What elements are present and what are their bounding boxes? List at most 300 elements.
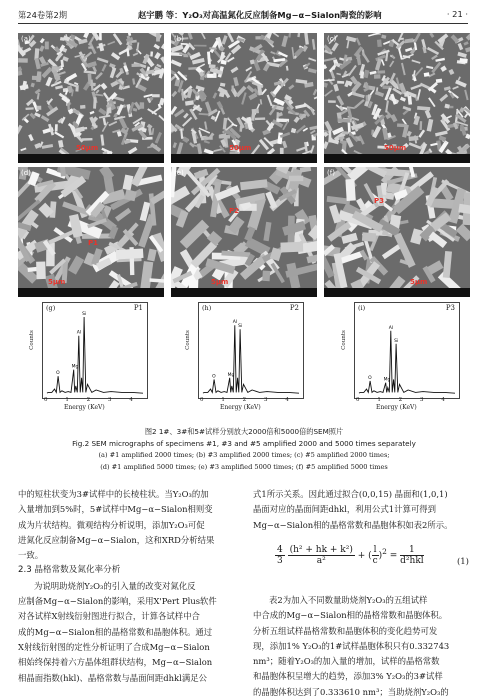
grain (348, 65, 357, 76)
grain (147, 249, 157, 262)
grain (128, 33, 132, 36)
grain (42, 144, 53, 149)
x-tick-label: 4 (129, 397, 133, 403)
grain (430, 143, 438, 147)
grain (133, 108, 138, 112)
grain (87, 61, 97, 68)
grain (155, 132, 162, 144)
x-tick-label: 0 (200, 397, 204, 403)
grain (220, 83, 226, 87)
grain (304, 33, 309, 45)
grain (288, 33, 291, 38)
x-tick-label: 3 (420, 397, 424, 403)
peak-label: Mg (227, 372, 235, 378)
grain (185, 100, 194, 105)
grain (115, 71, 122, 78)
grain (310, 145, 314, 153)
peak-label: Si (394, 338, 399, 344)
sem-panel-a (18, 33, 164, 163)
grain (152, 128, 155, 135)
peak-label: Al (76, 330, 82, 336)
grain (308, 68, 317, 74)
grain (54, 131, 64, 138)
grain (435, 58, 445, 62)
text-line: 相晶面指数(hkl)、晶格常数与晶面间距dhkl满足公 (18, 672, 207, 683)
grain (110, 67, 117, 78)
grain (426, 66, 433, 70)
sem-panel-b (171, 33, 317, 163)
grain (161, 44, 164, 50)
grain (136, 72, 141, 76)
grain (377, 70, 385, 73)
grain (34, 143, 41, 149)
grain (36, 262, 46, 280)
grain (292, 47, 295, 59)
grain (401, 63, 406, 76)
grain (429, 33, 434, 38)
grain (431, 55, 438, 61)
grain (296, 147, 306, 152)
grain (192, 58, 205, 65)
panel-label: (b) (174, 35, 184, 43)
grain (222, 35, 228, 45)
text-line: 相始终保持着六方晶体组群状结构，Mg−α−Sialon (18, 657, 213, 668)
grain (408, 96, 413, 105)
scale-bar-label: 50μm (229, 144, 252, 152)
grain (255, 117, 265, 120)
text-line: Mg−α−Sialon相的晶格常数和晶胞体积如表2所示。 (253, 519, 453, 530)
grain (342, 131, 348, 135)
grain (148, 128, 152, 135)
grain (240, 179, 268, 190)
grain (181, 43, 187, 45)
grain (193, 104, 203, 112)
peak-label: O (368, 376, 372, 382)
grain (313, 89, 317, 96)
grain (414, 67, 423, 77)
grain (405, 38, 414, 43)
grain (443, 251, 452, 278)
info-bar (18, 154, 164, 163)
peak-label: Si (82, 312, 87, 318)
grain (182, 117, 192, 127)
grain (204, 121, 207, 129)
grain (113, 33, 123, 45)
info-bar (171, 288, 317, 297)
grain (137, 84, 147, 92)
grain (156, 33, 160, 42)
grain (39, 45, 45, 52)
grain (83, 33, 89, 38)
grain (26, 107, 34, 110)
grain (398, 48, 403, 60)
grain (95, 72, 103, 80)
text-line: 表2为加入不同数量助烧剂Y₂O₃的五组试样 (269, 595, 428, 605)
grain (248, 93, 257, 101)
grain (324, 82, 328, 88)
grain (265, 191, 277, 209)
grain (199, 113, 209, 116)
grain (102, 64, 107, 72)
text-line: 成为片状结构。微观结构分析说明，添加Y₂O₃可促 (18, 519, 205, 530)
grain (465, 46, 470, 53)
page-number: · 21 · (446, 9, 468, 19)
panel-label: (h) (202, 304, 212, 312)
equation-number: (1) (456, 557, 469, 567)
scale-bar-label: 5μm (48, 278, 66, 286)
grain (171, 59, 182, 67)
grain (115, 208, 131, 222)
grain (97, 57, 109, 63)
left-text-column (18, 487, 236, 686)
chart-title: P1 (133, 304, 143, 312)
grain (466, 33, 470, 41)
analysis-point-marker: P2 (229, 207, 240, 215)
grain (377, 39, 382, 47)
x-tick-label: 2 (242, 397, 247, 403)
grain (95, 94, 104, 97)
grain (231, 67, 239, 74)
grain (458, 43, 464, 50)
grain (412, 60, 421, 64)
grain (171, 75, 176, 82)
grain (41, 67, 52, 79)
grain (336, 95, 344, 106)
x-tick-label: 3 (264, 397, 268, 403)
scale-bar-label: 50μm (76, 144, 99, 152)
info-bar (18, 288, 164, 297)
figure-subcaption-1: (a) #1 amplified 2000 times; (b) #3 amplified 2000 times; (c) #5 amplified 2000 times; (98, 451, 390, 459)
grain (232, 86, 234, 92)
grain (194, 45, 207, 47)
grain (286, 66, 289, 71)
scale-bar-label: 5μm (211, 278, 229, 286)
grain (336, 73, 341, 76)
grain (204, 140, 210, 144)
grain (400, 97, 406, 102)
grain (409, 142, 421, 149)
grain (36, 71, 41, 82)
peak-label: Mg (383, 377, 391, 383)
grain (363, 70, 369, 79)
grain (282, 121, 288, 130)
grain (295, 104, 306, 109)
grain (272, 85, 282, 96)
grain (190, 52, 201, 60)
grain (247, 85, 255, 93)
eds-chart-h (180, 297, 308, 415)
grain (183, 113, 189, 119)
grain (382, 244, 401, 259)
grain (444, 86, 451, 91)
grain (40, 38, 45, 43)
grain (28, 134, 34, 141)
panel-label: (g) (46, 304, 56, 312)
journal-issue: 第24卷第2期 (18, 10, 68, 20)
grain (308, 57, 316, 61)
panel-label: (i) (358, 304, 366, 312)
panel-label: (c) (327, 35, 337, 43)
grain (154, 44, 161, 50)
text-line: 成的Mg−α−Sialon相的晶格常数和晶胞体积。通过 (18, 626, 213, 637)
grain (108, 121, 117, 126)
grain (267, 95, 273, 107)
x-tick-label: 3 (108, 397, 112, 403)
text-line: 的晶胞体积达到了0.333610 nm³；当助烧剂Y₂O₃的 (253, 686, 449, 697)
grain (223, 118, 228, 130)
grain (341, 233, 358, 244)
grain (174, 109, 185, 118)
grain (458, 76, 461, 80)
grain (270, 51, 276, 55)
grain (381, 35, 386, 39)
grain (409, 136, 419, 141)
grain (362, 52, 370, 63)
grain (458, 204, 470, 214)
grain (399, 38, 404, 40)
grain (159, 98, 164, 106)
grain (444, 104, 450, 109)
grain (171, 91, 177, 97)
grain (331, 42, 339, 51)
grain (289, 176, 303, 182)
grain (435, 131, 448, 137)
grain (356, 38, 361, 46)
panel-label: (d) (21, 169, 31, 177)
grain (213, 92, 218, 98)
grain (199, 33, 205, 39)
text-line: 对各试样X射线衍射图进行拟合，计算各试样中合 (18, 611, 200, 622)
grain (333, 84, 339, 92)
x-tick-label: 2 (398, 397, 403, 403)
grain (294, 116, 300, 123)
peak-label: O (212, 374, 216, 380)
grain (150, 51, 153, 56)
sem-panel-c (324, 33, 470, 163)
grain (209, 64, 216, 68)
grain (346, 137, 354, 148)
grain (80, 105, 86, 109)
grain (346, 36, 356, 42)
x-tick-label: 2 (86, 397, 91, 403)
grain (20, 148, 26, 152)
grain (324, 141, 329, 149)
analysis-point-marker: P3 (374, 197, 385, 205)
grain (427, 47, 439, 55)
grain (98, 108, 107, 116)
grain (99, 33, 102, 40)
y-axis-label: Counts (184, 330, 191, 350)
x-tick-label: 0 (44, 397, 48, 403)
grain (457, 52, 467, 58)
grain (95, 89, 99, 93)
figure-caption-zh: 图2 1#、3#和5#试样分别放大2000倍和5000倍的SEM照片 (144, 427, 344, 436)
grain (123, 65, 128, 72)
grain (55, 85, 63, 89)
spectrum-line (47, 317, 143, 393)
grain (132, 64, 141, 67)
grain (154, 52, 161, 59)
x-axis-label: Energy (KeV) (376, 404, 417, 411)
right-text-column-top (253, 487, 471, 533)
grain (227, 33, 234, 43)
peak-label: Al (388, 325, 394, 331)
grain (420, 121, 423, 130)
grain (263, 222, 271, 241)
grain (37, 93, 40, 100)
grain (140, 102, 144, 109)
grain (116, 104, 124, 115)
figure-subcaption-2: (d) #1 amplified 5000 times; (e) #3 amplified 5000 times; (f) #5 amplified 5000 times (100, 463, 388, 471)
grain (66, 73, 78, 82)
grain (204, 137, 213, 140)
text-line: 分析五组试样晶格常数和晶胞体积的变化趋势可发 (253, 625, 438, 636)
grain (310, 107, 316, 115)
sem-panel-e (171, 167, 317, 297)
grain (116, 249, 144, 260)
right-text-column-bottom (253, 593, 471, 700)
grain (90, 111, 95, 115)
grain (389, 61, 394, 68)
grain (418, 130, 425, 138)
x-tick-label: 4 (441, 397, 445, 403)
grain (314, 96, 317, 100)
info-bar (171, 154, 317, 163)
grain (291, 128, 296, 133)
grain (280, 242, 303, 253)
y-axis-label: Counts (340, 330, 347, 350)
grain (55, 124, 58, 131)
grain (188, 67, 196, 70)
panel-label: (f) (327, 169, 335, 177)
grain (103, 118, 107, 126)
grain (381, 59, 385, 65)
info-bar (324, 154, 470, 163)
chart-title: P3 (445, 304, 455, 312)
grain (100, 83, 107, 90)
text-line: 进氮化反应制备Mg−α−Sialon，这和XRD分析结果 (18, 534, 215, 545)
grain (354, 99, 365, 109)
grain (360, 71, 364, 78)
grain (464, 90, 468, 101)
text-line: 晶面对应的晶面间距dhkl，利用公式1计算可得到 (253, 504, 436, 515)
grain (82, 138, 93, 141)
grain (136, 42, 139, 51)
text-line: 一致。 (18, 550, 44, 561)
grain (188, 33, 193, 40)
grain (92, 66, 97, 72)
text-line: 式1所示关系。因此通过拟合(0,0,15) 晶面和(1,0,1) (253, 489, 448, 499)
peak-label: O (56, 371, 60, 377)
text-line: X射线衍射图的定性分析证明了合成Mg−α−Sialon (18, 641, 210, 652)
grain (45, 42, 49, 50)
text-line: 入量增加到5%时，5#试样中Mg−α−Sialon相则变 (18, 504, 213, 515)
grain (310, 130, 316, 135)
running-header (18, 7, 468, 23)
sem-panel-d (18, 167, 164, 297)
grain (233, 77, 239, 86)
grain (173, 142, 177, 148)
grain (375, 91, 384, 98)
grain (62, 56, 69, 62)
text-line: 和晶胞体积呈增大的趋势，添加3% Y₂O₃的3#试样 (253, 671, 443, 682)
y-axis-label: Counts (28, 330, 35, 350)
grain (197, 143, 202, 154)
grain (220, 107, 225, 114)
text-line: 现，添加1% Y₂O₃的1#试样晶胞体积只有0.332743 (253, 640, 450, 651)
peak-label: Si (238, 324, 243, 330)
scale-bar-label: 50μm (384, 144, 407, 152)
grain (452, 86, 459, 90)
grain (171, 44, 184, 52)
grain (440, 66, 447, 72)
grain (296, 79, 308, 84)
grain (309, 125, 317, 131)
grain (205, 101, 212, 113)
grain (58, 140, 64, 148)
grain (277, 132, 283, 144)
grain (103, 92, 110, 101)
grain (300, 167, 312, 173)
text-line: 中合成的Mg−α−Sialon相的晶格常数和晶胞体积。 (253, 610, 448, 621)
grain (83, 52, 93, 60)
grain (93, 97, 97, 108)
equation-1: $\frac{4}{3}$ $\frac{\text{(h² + hk + k²)}}{\text{a²}}$ + ( $\frac{l}{c}$ )$^2$ = $\frac{1}{\text{d²hkl}}$ (1) (277, 545, 469, 567)
x-tick-label: 0 (356, 397, 360, 403)
grain (88, 46, 93, 48)
grain (151, 106, 161, 114)
grain (18, 125, 23, 136)
eds-chart-g (24, 297, 152, 415)
grain (362, 232, 376, 242)
grain (328, 100, 336, 103)
grain (31, 83, 35, 88)
info-bar (324, 288, 470, 297)
grain (109, 63, 116, 68)
header-rule (18, 23, 468, 24)
x-axis-label: Energy (KeV) (220, 404, 261, 411)
grain (107, 41, 115, 45)
sem-panel-f (324, 167, 470, 297)
grain (436, 79, 443, 83)
analysis-point-marker: P1 (88, 239, 99, 247)
grain (425, 110, 432, 119)
grain (174, 79, 180, 87)
grain (404, 92, 408, 96)
x-tick-label: 1 (65, 397, 69, 403)
grain (356, 53, 361, 65)
figure-caption-en: Fig.2 SEM micrographs of specimens #1, #3 and #5 amplified 2000 and 5000 times separately (72, 439, 416, 448)
spectrum-line (359, 331, 455, 393)
grain (281, 36, 288, 48)
grain (133, 52, 139, 56)
grain (260, 99, 263, 105)
grain (18, 58, 28, 63)
grain (262, 271, 270, 282)
x-tick-label: 4 (285, 397, 289, 403)
grain (119, 118, 128, 130)
grain (271, 33, 279, 37)
grain (75, 85, 78, 91)
grain (463, 41, 468, 45)
text-line: 中的短柱状变为3#试样中的长棱柱状。当Y₂O₃的加 (18, 489, 209, 499)
grain (282, 141, 288, 149)
grain (427, 119, 434, 132)
scale-bar-label: 5μm (410, 278, 428, 286)
grain (449, 69, 455, 75)
grain (374, 74, 381, 79)
peak-label: Al (232, 320, 238, 326)
